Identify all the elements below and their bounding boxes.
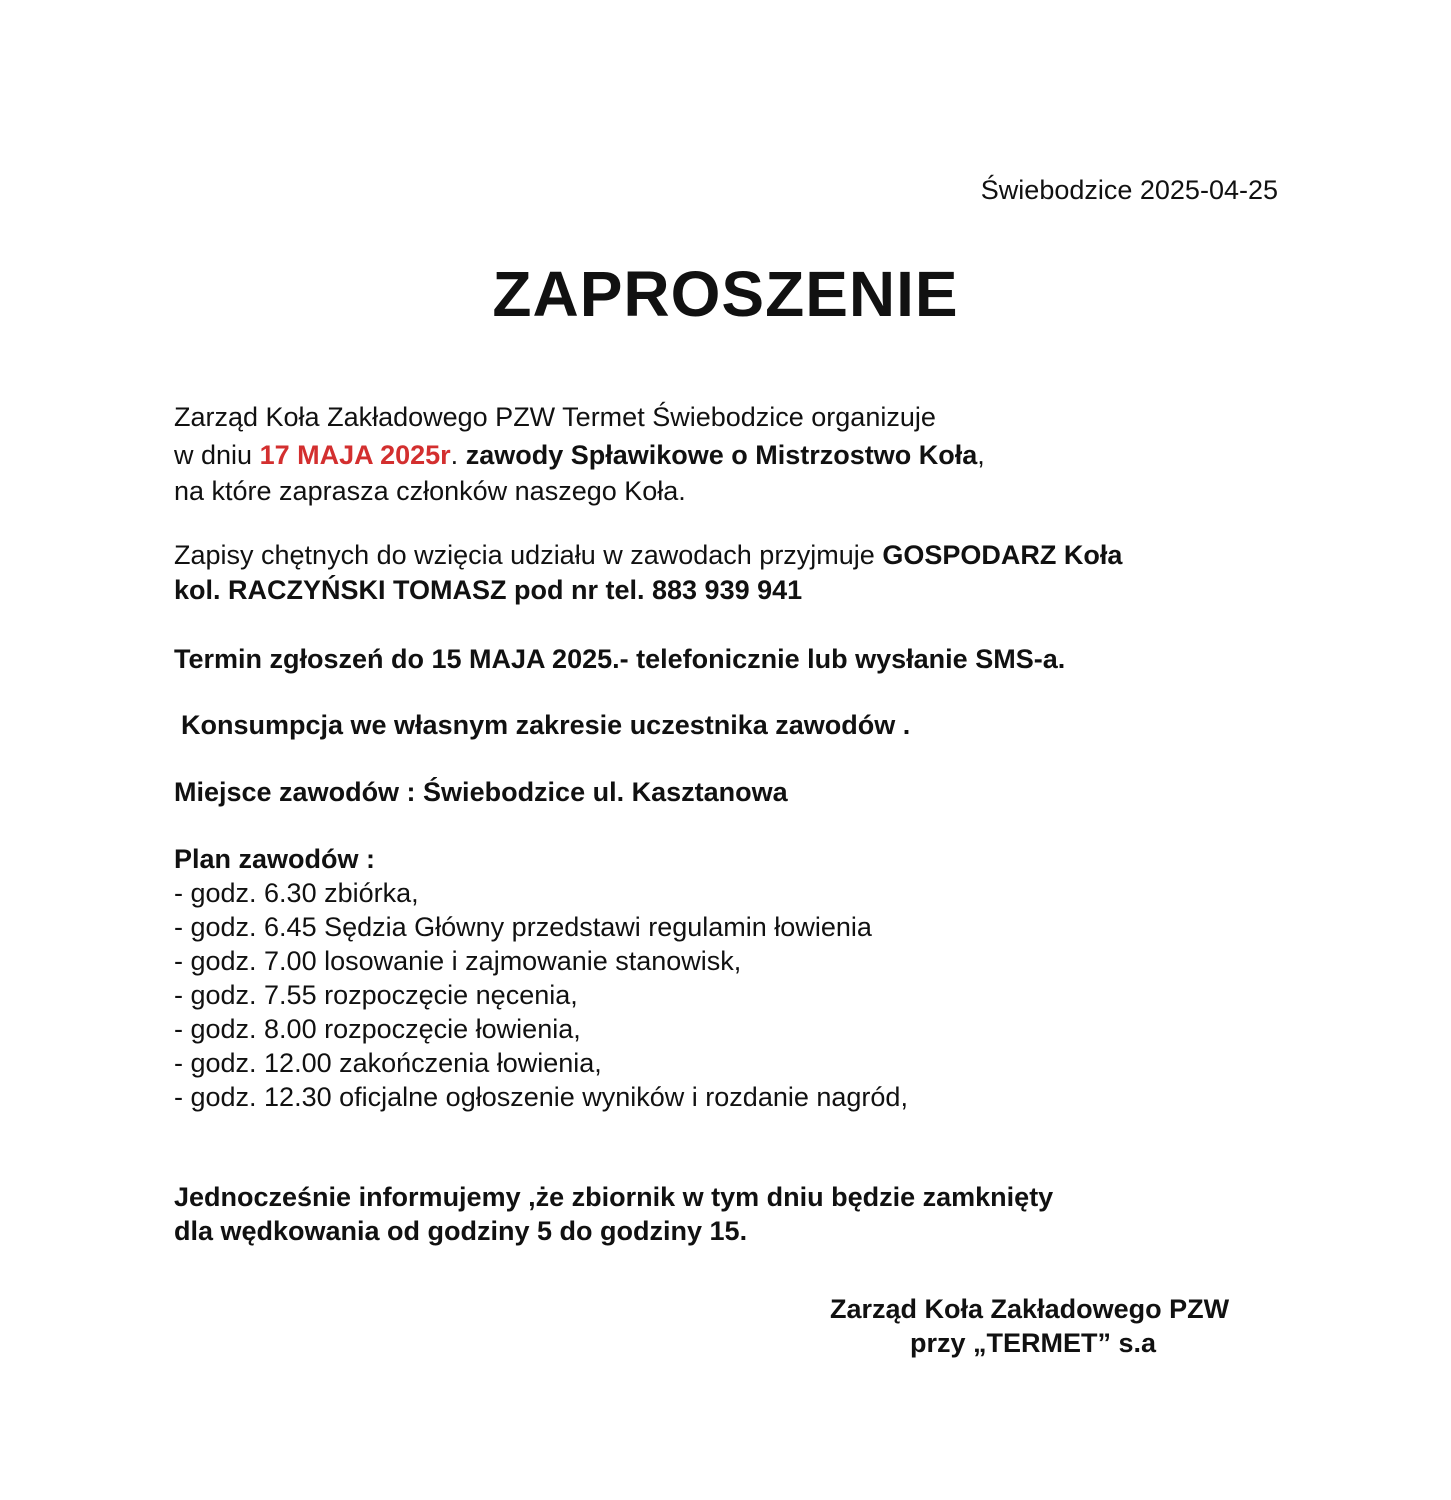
registration-contact-role: GOSPODARZ Koła [882, 540, 1123, 570]
plan-item: - godz. 7.00 losowanie i zajmowanie stanowisk, [174, 946, 742, 976]
location-line: Miejsce zawodów : Świebodzice ul. Kasztanowa [174, 777, 788, 807]
deadline-line: Termin zgłoszeń do 15 MAJA 2025.- telefonicznie lub wysłanie SMS-a. [174, 644, 1066, 674]
event-name: zawody Spławikowe o Mistrzostwo Koła [465, 440, 978, 470]
plan-item: - godz. 12.00 zakończenia łowienia, [174, 1048, 602, 1078]
notice-line-1: Jednocześnie informujemy ,że zbiornik w tym dniu będzie zamknięty [174, 1182, 1054, 1212]
registration-line-1 [174, 538, 1122, 572]
plan-item: - godz. 8.00 rozpoczęcie łowienia, [174, 1014, 581, 1044]
catering-line: Konsumpcja we własnym zakresie uczestnika zawodów . [181, 710, 911, 740]
plan-item: - godz. 6.45 Sędzia Główny przedstawi regulamin łowienia [174, 912, 872, 942]
intro-line-3: na które zaprasza członków naszego Koła. [174, 476, 686, 506]
place-date: Świebodzice 2025-04-25 [980, 175, 1278, 205]
notice-line-2: dla wędkowania od godziny 5 do godziny 15. [174, 1216, 748, 1246]
plan-heading: Plan zawodów : [174, 844, 376, 874]
plan-item: - godz. 12.30 oficjalne ogłoszenie wyników i rozdanie nagród, [174, 1082, 908, 1112]
intro-prefix: w dniu [174, 440, 260, 470]
event-date: 17 MAJA 2025r [259, 440, 451, 470]
document-title: ZAPROSZENIE [492, 258, 959, 330]
intro-line-1: Zarząd Koła Zakładowego PZW Termet Świebodzice organizuje [174, 402, 936, 432]
signature-line-1: Zarząd Koła Zakładowego PZW [830, 1294, 1230, 1324]
registration-text: Zapisy chętnych do wzięcia udziału w zawodach przyjmuje [174, 540, 883, 570]
plan-item: - godz. 7.55 rozpoczęcie nęcenia, [174, 980, 578, 1010]
signature-line-2: przy „TERMET” s.a [910, 1328, 1157, 1358]
intro-line-2 [174, 438, 985, 472]
intro-suffix: , [977, 440, 985, 470]
plan-item: - godz. 6.30 zbiórka, [174, 878, 419, 908]
registration-line-2: kol. RACZYŃSKI TOMASZ pod nr tel. 883 939 941 [174, 575, 803, 605]
intro-dot: . [450, 440, 466, 470]
